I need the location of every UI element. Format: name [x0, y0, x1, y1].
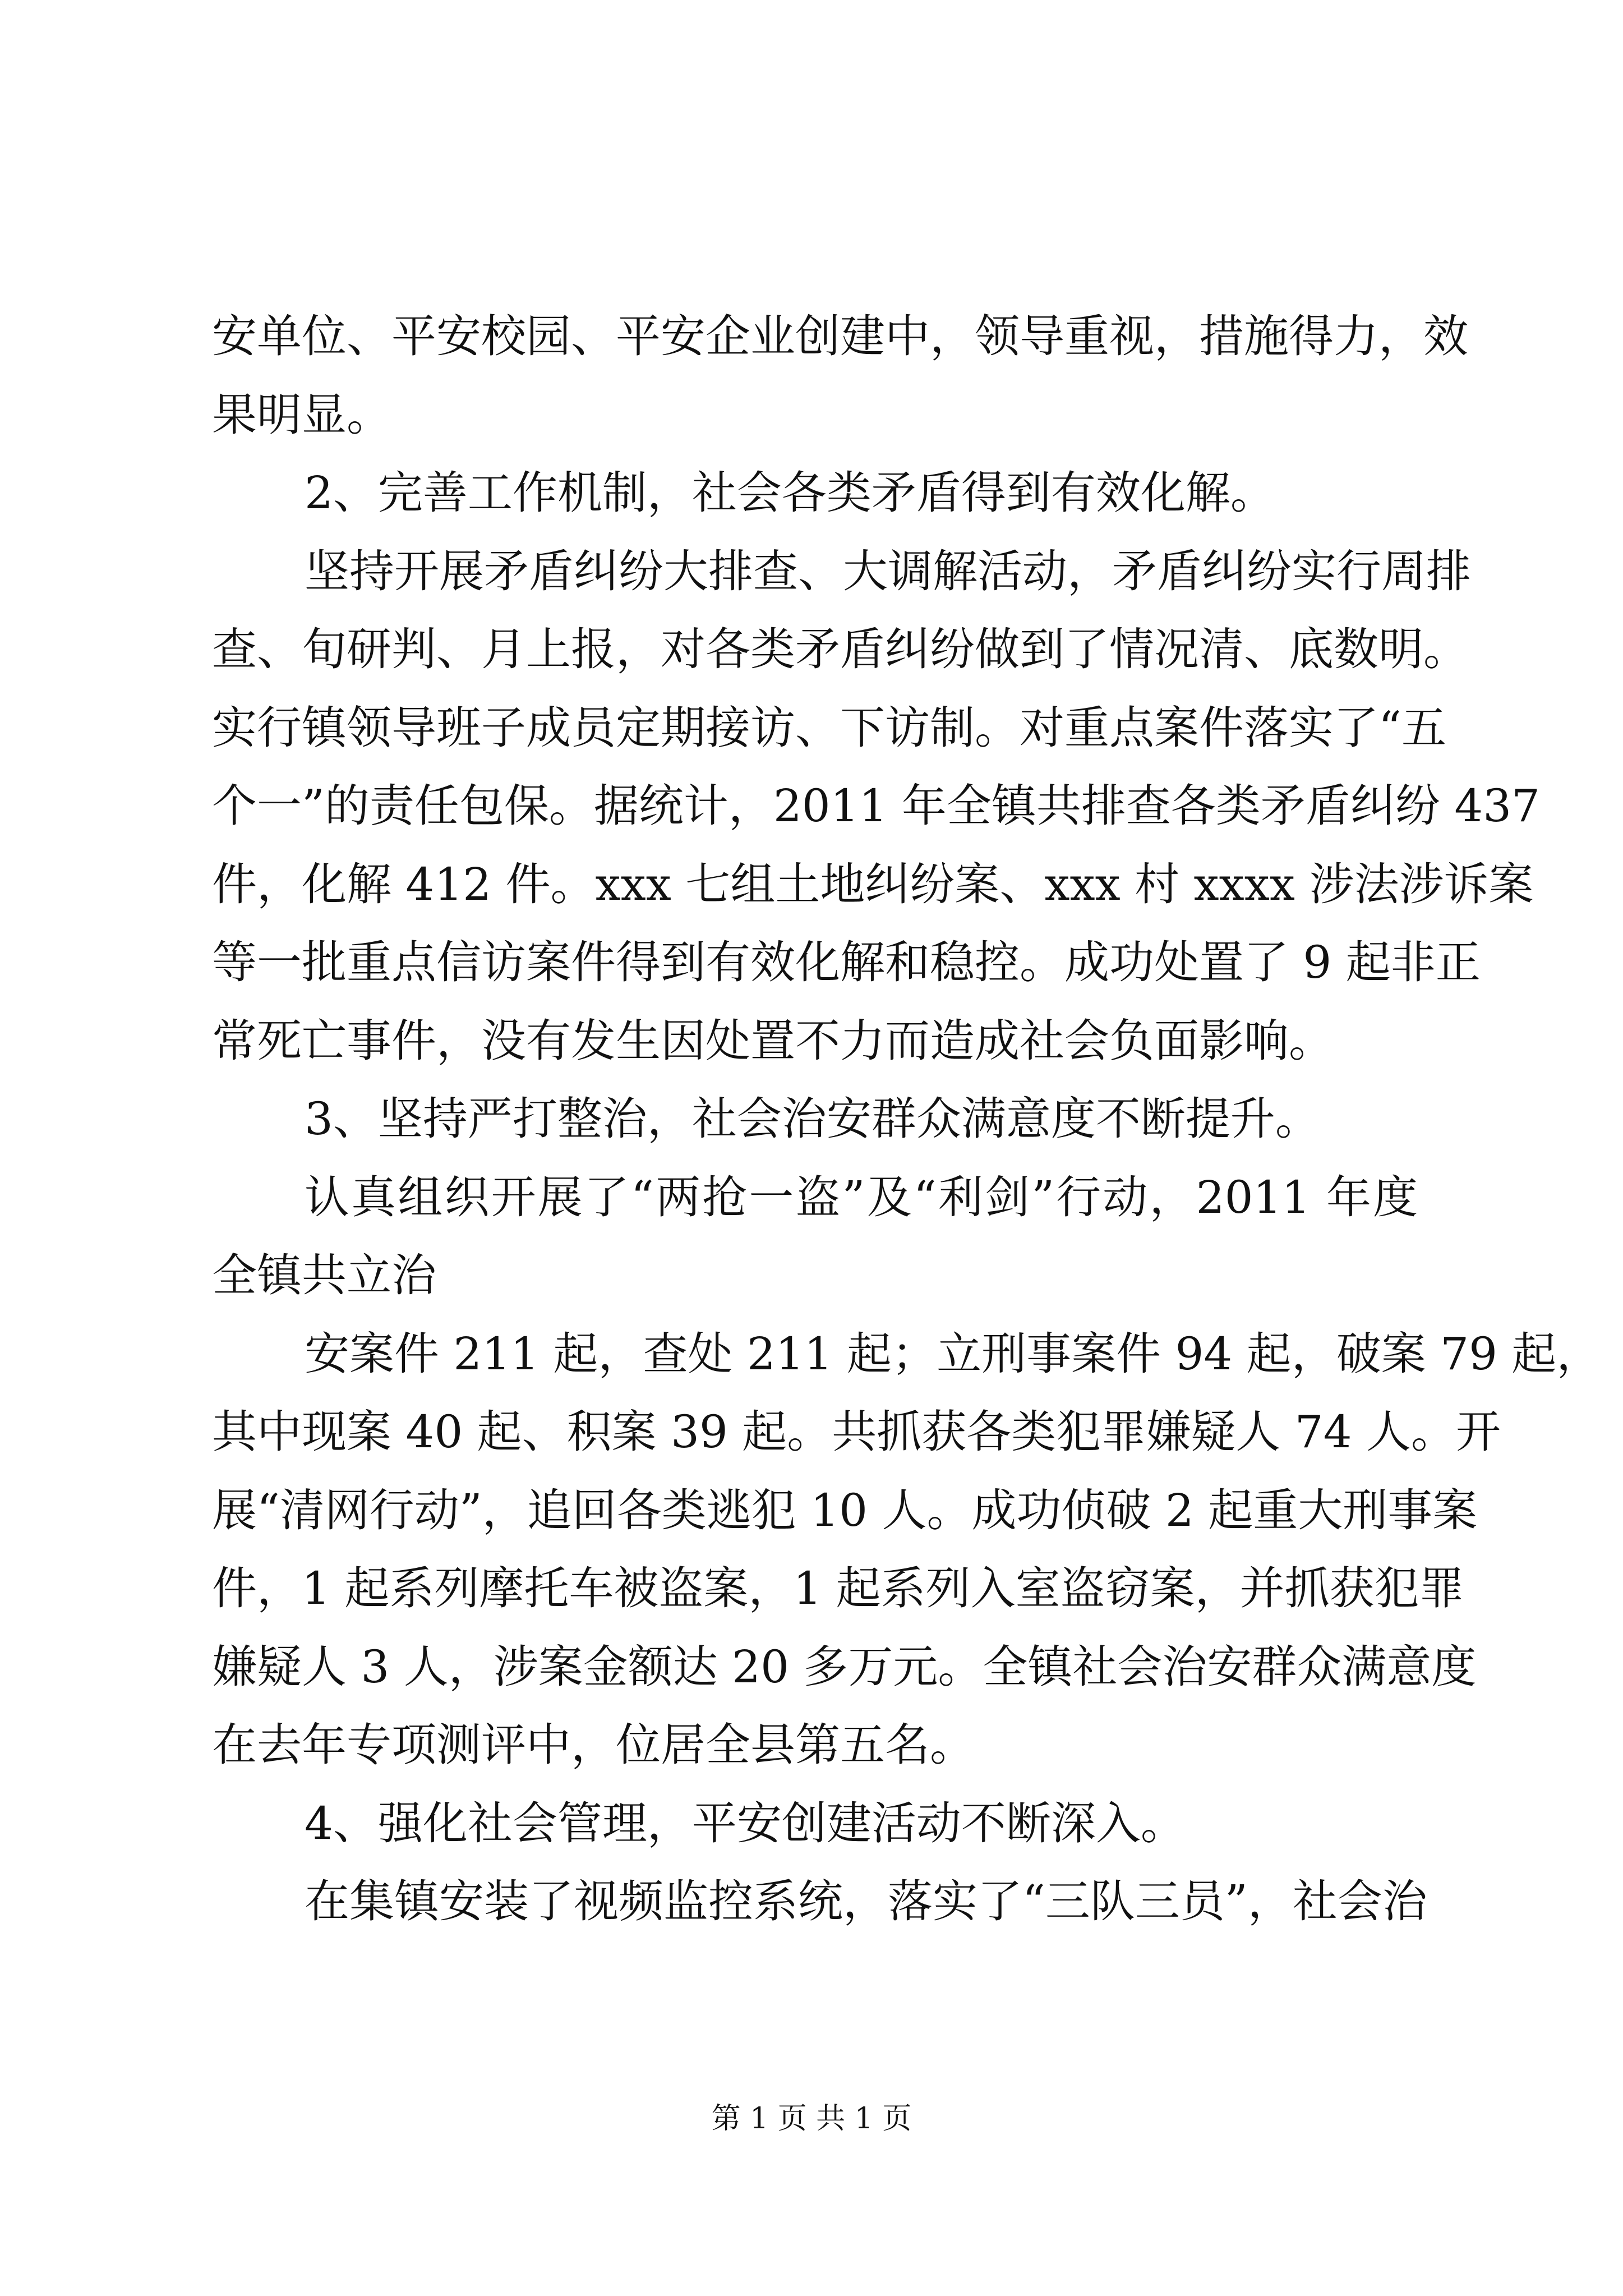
text-line: 认真组织开展了“两抢一盗”及“利剑”行动，2011 年度	[305, 1171, 1418, 1223]
text-line: 查、旬研判、月上报，对各类矛盾纠纷做到了情况清、底数明。	[212, 623, 1468, 675]
text-line: 嫌疑人 3 人，涉案金额达 20 多万元。全镇社会治安群众满意度	[212, 1640, 1477, 1693]
text-line: 在集镇安装了视频监控系统，落实了“三队三员”，社会治	[305, 1875, 1427, 1927]
text-line: 3、坚持严打整治，社会治安群众满意度不断提升。	[305, 1093, 1320, 1145]
text-line: 全镇共立治	[212, 1249, 436, 1301]
text-line: 2、完善工作机制，社会各类矛盾得到有效化解。	[305, 467, 1275, 519]
page-number-label: 第 1 页 共 1 页	[711, 2102, 912, 2136]
text-line: 4、强化社会管理，平安创建活动不断深入。	[305, 1797, 1186, 1849]
text-line: 在去年专项测评中，位居全县第五名。	[212, 1719, 975, 1771]
text-line: 其中现案 40 起、积案 39 起。共抓获各类犯罪嫌疑人 74 人。开	[212, 1406, 1501, 1458]
text-line: 安单位、平安校园、平安企业创建中，领导重视，措施得力，效	[212, 310, 1468, 362]
text-line: 展“清网行动”，追回各类逃犯 10 人。成功侦破 2 起重大刑事案	[212, 1484, 1478, 1536]
text-line: 件，1 起系列摩托车被盗案，1 起系列入室盗窃案，并抓获犯罪	[212, 1562, 1464, 1614]
text-line: 安案件 211 起，查处 211 起；立刑事案件 94 起，破案 79 起，	[305, 1327, 1602, 1380]
document-body	[212, 297, 1602, 1941]
text-line: 坚持开展矛盾纠纷大排查、大调解活动，矛盾纠纷实行周排	[305, 545, 1471, 597]
text-line: 常死亡事件，没有发生因处置不力而造成社会负面影响。	[212, 1014, 1334, 1067]
page-footer	[0, 2099, 1623, 2138]
text-line: 个一”的责任包保。据统计，2011 年全镇共排查各类矛盾纠纷 437	[212, 780, 1541, 832]
text-line: 等一批重点信访案件得到有效化解和稳控。成功处置了 9 起非正	[212, 936, 1481, 988]
text-line: 果明显。	[212, 388, 391, 441]
text-line: 实行镇领导班子成员定期接访、下访制。对重点案件落实了“五	[212, 701, 1446, 754]
text-line: 件，化解 412 件。xxx 七组土地纠纷案、xxx 村 xxxx 涉法涉诉案	[212, 858, 1534, 910]
